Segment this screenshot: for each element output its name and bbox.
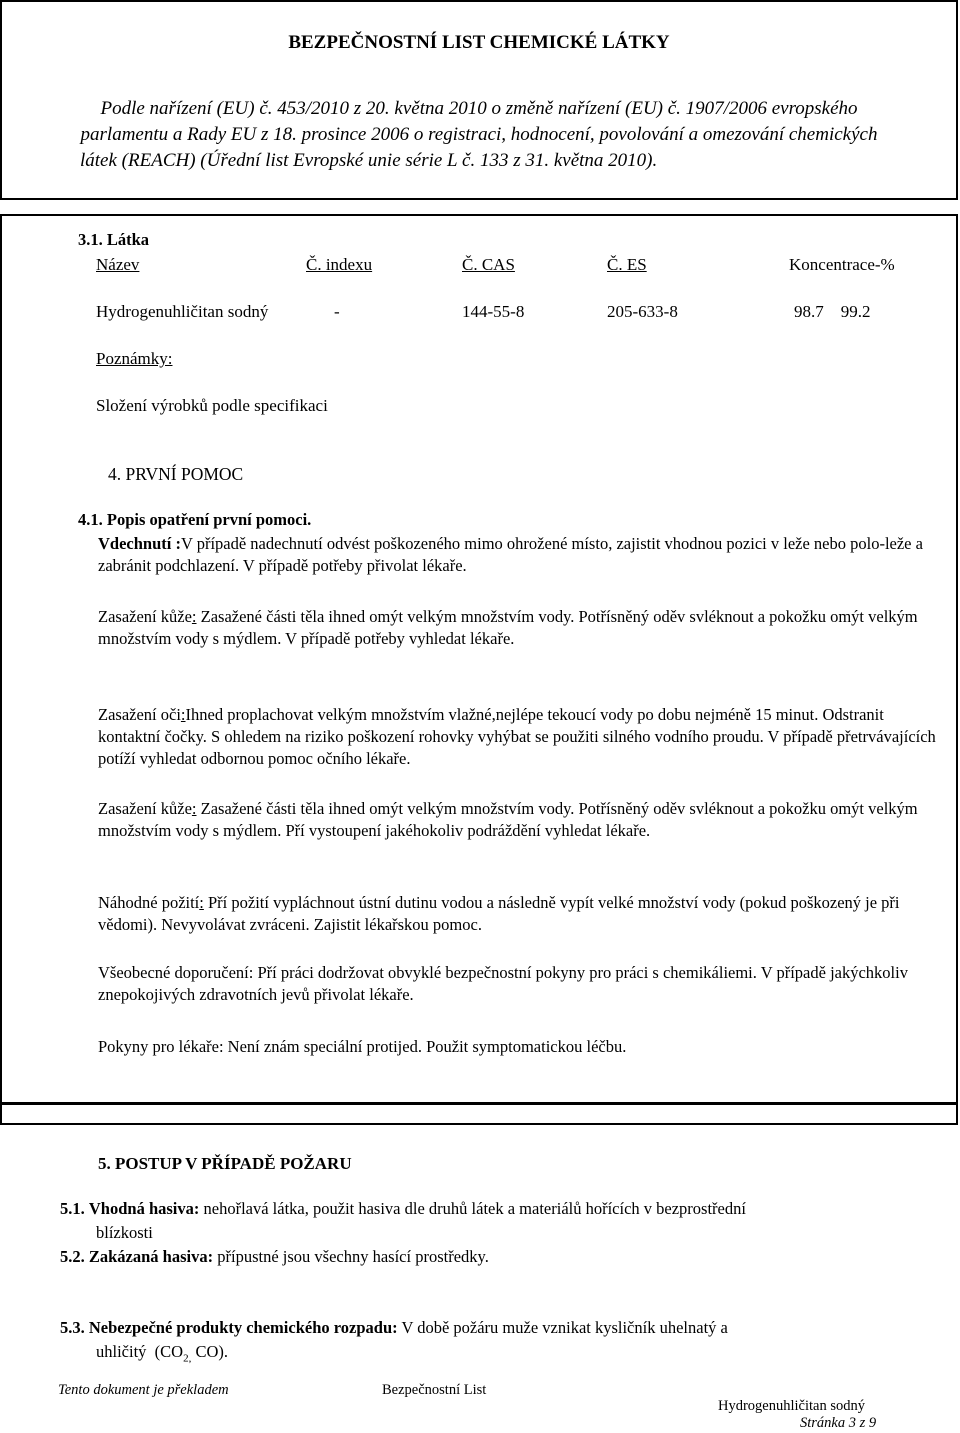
skin-paragraph-1	[98, 606, 938, 650]
first-aid-subheading: 4.1. Popis opatření první pomoci.	[78, 510, 312, 529]
eyes-text: Ihned proplachovat velkým množstvím vlažné,nejlépe tekoucí vody po dobu nejméně 15 minut. Odstranit kontaktní čočky. S ohledem na riziko poškození rohovky vyhýbat se použiti silného vodního proudu. V případě přetrvávajících potíží vyhledat odbornou pomoc očního lékaře.	[98, 705, 936, 768]
row-name: Hydrogenuhličitan sodný	[96, 302, 269, 321]
s53-label: Nebezpečné produkty chemického rozpadu:	[88, 1318, 398, 1337]
general-label: Všeobecné doporučení:	[98, 963, 254, 982]
fire-heading: 5. POSTUP V PŘÍPADĚ POŽARU	[98, 1154, 352, 1173]
s53-text-continued	[96, 1342, 228, 1364]
s51-text: nehořlavá látka, použit hasiva dle druhů látek a materiálů hořících v bezprostřední	[199, 1199, 746, 1218]
inhalation-label: Vdechnutí :	[98, 534, 181, 553]
eyes-paragraph	[98, 704, 938, 770]
general-paragraph	[98, 962, 938, 1006]
skin2-colon: :	[191, 799, 197, 818]
first-aid-heading: 4. PRVNÍ POMOC	[108, 464, 244, 484]
document-title: BEZPEČNOSTNÍ LIST CHEMICKÉ LÁTKY	[288, 32, 670, 53]
separator-box	[0, 1103, 958, 1125]
col-cas: Č. CAS	[462, 255, 515, 274]
ingest-label: Náhodné požití	[98, 893, 200, 912]
row-cas: 144-55-8	[462, 302, 525, 321]
skin2-text: Zasažené části těla ihned omýt velkým množstvím vody. Potřísněný oděv svléknout a pokožku omýt velkým množstvím vody s mýdlem. Pří vystoupení jakéhokoliv podráždění vyhledat lékaře.	[98, 799, 918, 840]
regulation-line-2: parlamentu a Rady EU z 18. prosince 2006 o registraci, hodnocení, povolování a omezování chemických	[80, 124, 878, 145]
s53-text2a: uhličitý (CO	[96, 1342, 184, 1361]
col-es: Č. ES	[607, 255, 647, 274]
eyes-label: Zasažení oči	[98, 705, 181, 724]
s52-text: přípustné jsou všechny hasící prostředky.	[213, 1247, 489, 1266]
substance-heading: 3.1. Látka	[78, 230, 150, 249]
skin2-label: Zasažení kůže	[98, 799, 192, 818]
skin1-colon: :	[191, 607, 197, 626]
notes-text: Složení výrobků podle specifikaci	[96, 396, 328, 415]
skin-paragraph-2	[98, 798, 938, 842]
col-index: Č. indexu	[306, 255, 373, 274]
row-concentration: 98.7 99.2	[794, 302, 871, 321]
ingest-colon: :	[199, 893, 204, 912]
regulation-line-1: Podle nařízení (EU) č. 453/2010 z 20. května 2010 o změně nařízení (EU) č. 1907/2006 evropského	[100, 98, 858, 119]
footer-right: Hydrogenuhličitan sodný	[718, 1398, 865, 1414]
s51-label: Vhodná hasiva:	[88, 1199, 200, 1218]
regulation-line-3: látek (REACH) (Úřední list Evropské unie série L č. 133 z 31. května 2010).	[80, 150, 658, 171]
s52-line	[60, 1247, 489, 1267]
s53-number: 5.3.	[60, 1318, 85, 1337]
inhalation-paragraph	[98, 533, 938, 577]
footer-left: Tento dokument je překladem	[58, 1382, 229, 1398]
ingestion-paragraph	[98, 892, 938, 936]
row-index: -	[334, 302, 340, 321]
s51-text-continued: blízkosti	[96, 1223, 153, 1242]
notes-label: Poznámky:	[96, 349, 173, 368]
s53-text: V době požáru muže vznikat kysličník uhelnatý a	[397, 1318, 728, 1337]
footer-center: Bezpečnostní List	[382, 1382, 487, 1398]
s53-line	[60, 1318, 728, 1338]
s53-subscript: 2,	[183, 1352, 192, 1365]
general-text: Pří práci dodržovat obvyklé bezpečnostní pokyny pro práci s chemikáliemi. V případě jakýchkoliv znepokojivých zdravotních jevů přivolat lékaře.	[98, 963, 908, 1004]
inhalation-text: V případě nadechnutí odvést poškozeného mimo ohrožené místo, zajistit vhodnou pozici v leže nebo polo-leže a zabránit podchlazení. V případě potřeby přivolat lékaře.	[98, 534, 923, 575]
s53-text2b: CO).	[191, 1342, 228, 1361]
doctor-paragraph: Pokyny pro lékaře: Není znám speciální protijed. Použit symptomatickou léčbu.	[98, 1037, 627, 1056]
s51-line	[60, 1199, 746, 1219]
s51-number: 5.1.	[60, 1199, 85, 1218]
eyes-colon: :	[180, 705, 186, 724]
col-concentration: Koncentrace-%	[789, 255, 895, 274]
skin1-label: Zasažení kůže	[98, 607, 192, 626]
s52-number: 5.2.	[60, 1247, 85, 1266]
footer-page: Stránka 3 z 9	[800, 1415, 877, 1431]
skin1-text: Zasažené části těla ihned omýt velkým množstvím vody. Potřísněný oděv svléknout a pokožku omýt velkým množstvím vody s mýdlem. V případě potřeby vyhledat lékaře.	[98, 607, 918, 648]
col-name: Název	[96, 255, 140, 274]
ingest-text: Pří požití vypláchnout ústní dutinu vodou a následně vypít velké množství vody (pokud poškozený je při vědomi). Nevyvolávat zvráceni. Zajistit lékařskou pomoc.	[98, 893, 900, 934]
row-es: 205-633-8	[607, 302, 678, 321]
s52-label: Zakázaná hasiva:	[88, 1247, 214, 1266]
